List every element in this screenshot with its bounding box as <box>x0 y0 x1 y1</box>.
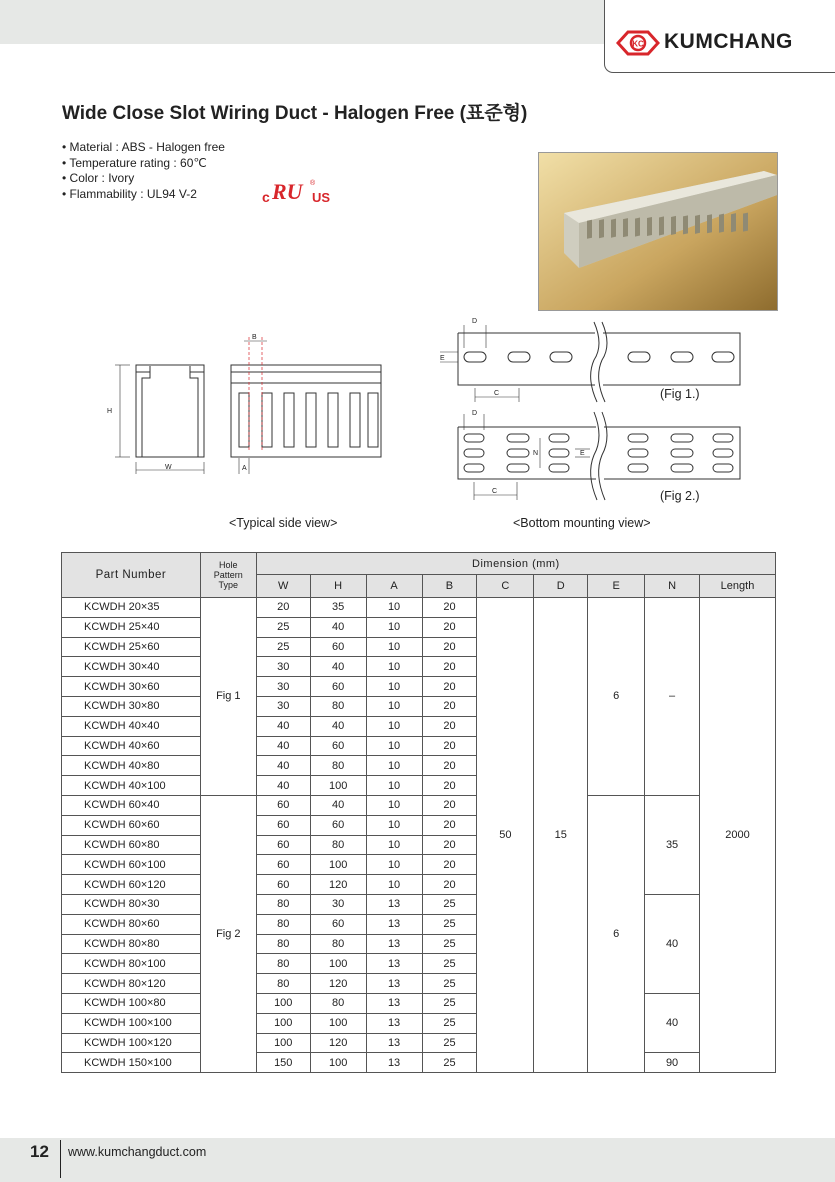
dim-a-cell: 13 <box>366 894 422 914</box>
dim-h-cell: 40 <box>310 795 366 815</box>
spec-table-body <box>62 598 776 1073</box>
dim-a-cell: 10 <box>366 835 422 855</box>
dim-e-value-1: 6 <box>588 598 645 796</box>
dim-label-c1: C <box>494 390 500 397</box>
dim-w-cell: 60 <box>256 875 310 895</box>
dim-a-cell: 10 <box>366 657 422 677</box>
header-c: C <box>477 575 534 598</box>
header-dimension: Dimension (mm) <box>256 553 775 575</box>
dim-b-cell: 25 <box>422 1053 477 1073</box>
part-number-cell: KCWDH 100×80 <box>62 993 201 1013</box>
dim-a-cell: 13 <box>366 974 422 994</box>
part-number-cell: KCWDH 60×100 <box>62 855 201 875</box>
hole-pattern-fig2: Fig 2 <box>200 795 256 1072</box>
header-bar <box>0 0 605 44</box>
part-number-cell: KCWDH 80×120 <box>62 974 201 994</box>
header-w: W <box>256 575 310 598</box>
dim-a-cell: 10 <box>366 696 422 716</box>
dim-n-35: 35 <box>645 795 700 894</box>
dim-w-cell: 100 <box>256 1033 310 1053</box>
dim-h-cell: 30 <box>310 894 366 914</box>
dim-h-cell: 60 <box>310 637 366 657</box>
dim-w-cell: 30 <box>256 677 310 697</box>
dim-b-cell: 20 <box>422 855 477 875</box>
header-h: H <box>310 575 366 598</box>
dim-b-cell: 20 <box>422 736 477 756</box>
dim-b-cell: 25 <box>422 1033 477 1053</box>
dim-a-cell: 10 <box>366 875 422 895</box>
table-row <box>62 795 776 815</box>
dim-length-value: 2000 <box>700 598 776 1073</box>
dim-w-cell: 60 <box>256 835 310 855</box>
dim-h-cell: 100 <box>310 855 366 875</box>
dim-h-cell: 60 <box>310 815 366 835</box>
part-number-cell: KCWDH 100×100 <box>62 1013 201 1033</box>
dim-w-cell: 100 <box>256 993 310 1013</box>
dim-h-cell: 80 <box>310 835 366 855</box>
spec-list <box>62 140 225 202</box>
dim-a-cell: 10 <box>366 736 422 756</box>
dim-w-cell: 30 <box>256 657 310 677</box>
dim-a-cell: 10 <box>366 716 422 736</box>
dim-b-cell: 25 <box>422 974 477 994</box>
dim-label-h: H <box>107 408 113 415</box>
bottom-view-caption: <Bottom mounting view> <box>513 516 651 530</box>
dim-w-cell: 60 <box>256 815 310 835</box>
dim-b-cell: 20 <box>422 657 477 677</box>
dim-h-cell: 60 <box>310 677 366 697</box>
table-row <box>62 993 776 1013</box>
dim-a-cell: 10 <box>366 598 422 618</box>
part-number-cell: KCWDH 40×40 <box>62 716 201 736</box>
dim-h-cell: 40 <box>310 617 366 637</box>
part-number-cell: KCWDH 40×100 <box>62 776 201 796</box>
dim-h-cell: 40 <box>310 716 366 736</box>
dim-a-cell: 10 <box>366 637 422 657</box>
kumchang-logo-icon <box>616 30 660 56</box>
dim-label-c2: C <box>492 488 498 495</box>
fig1-label: (Fig 1.) <box>660 387 700 401</box>
part-number-cell: KCWDH 150×100 <box>62 1053 201 1073</box>
dim-h-cell: 80 <box>310 756 366 776</box>
dim-w-cell: 150 <box>256 1053 310 1073</box>
dim-a-cell: 13 <box>366 1033 422 1053</box>
svg-text:KC: KC <box>632 39 644 49</box>
dim-w-cell: 100 <box>256 1013 310 1033</box>
part-number-cell: KCWDH 60×80 <box>62 835 201 855</box>
dim-a-cell: 13 <box>366 1013 422 1033</box>
dim-a-cell: 10 <box>366 855 422 875</box>
part-number-cell: KCWDH 25×60 <box>62 637 201 657</box>
spec-color: • Color : Ivory <box>62 171 225 187</box>
dim-b-cell: 25 <box>422 934 477 954</box>
dim-h-cell: 120 <box>310 974 366 994</box>
dim-b-cell: 25 <box>422 894 477 914</box>
dim-h-cell: 120 <box>310 1033 366 1053</box>
dim-h-cell: 60 <box>310 914 366 934</box>
dim-a-cell: 13 <box>366 934 422 954</box>
part-number-cell: KCWDH 30×40 <box>62 657 201 677</box>
dim-a-cell: 10 <box>366 677 422 697</box>
dim-h-cell: 100 <box>310 1053 366 1073</box>
part-number-cell: KCWDH 80×100 <box>62 954 201 974</box>
dim-d-value: 15 <box>534 598 588 1073</box>
dim-b-cell: 20 <box>422 696 477 716</box>
dim-a-cell: 13 <box>366 914 422 934</box>
dim-w-cell: 80 <box>256 974 310 994</box>
dim-label-a: A <box>242 465 247 472</box>
website-link[interactable]: www.kumchangduct.com <box>68 1145 207 1159</box>
header-e: E <box>588 575 645 598</box>
dim-w-cell: 80 <box>256 954 310 974</box>
dim-label-w: W <box>165 464 172 471</box>
dim-w-cell: 30 <box>256 696 310 716</box>
dim-c-value: 50 <box>477 598 534 1073</box>
dim-n-40b: 40 <box>645 993 700 1052</box>
part-number-cell: KCWDH 30×80 <box>62 696 201 716</box>
part-number-cell: KCWDH 60×40 <box>62 795 201 815</box>
spec-flammability: • Flammability : UL94 V-2 <box>62 187 225 203</box>
header-length: Length <box>700 575 776 598</box>
fig2-label: (Fig 2.) <box>660 489 700 503</box>
header-b: B <box>422 575 477 598</box>
dim-a-cell: 10 <box>366 617 422 637</box>
dim-a-cell: 10 <box>366 776 422 796</box>
dim-label-d1: D <box>472 318 478 325</box>
table-row <box>62 598 776 618</box>
brand-name: KUMCHANG <box>664 30 793 53</box>
cert-prefix: c <box>262 189 270 205</box>
dim-label-e1: E <box>440 355 445 362</box>
table-row <box>62 1053 776 1073</box>
dim-w-cell: 25 <box>256 617 310 637</box>
footer-divider <box>60 1140 61 1178</box>
dim-a-cell: 10 <box>366 815 422 835</box>
dim-b-cell: 20 <box>422 756 477 776</box>
header-part-number: Part Number <box>62 553 201 598</box>
dim-w-cell: 60 <box>256 855 310 875</box>
dim-a-cell: 10 <box>366 795 422 815</box>
dim-label-d2: D <box>472 410 478 417</box>
part-number-cell: KCWDH 80×60 <box>62 914 201 934</box>
cert-suffix: US <box>312 190 331 205</box>
dim-h-cell: 100 <box>310 954 366 974</box>
page-number: 12 <box>30 1142 49 1161</box>
dim-b-cell: 20 <box>422 835 477 855</box>
dim-w-cell: 40 <box>256 736 310 756</box>
dim-a-cell: 13 <box>366 954 422 974</box>
header-n: N <box>645 575 700 598</box>
hole-pattern-fig1: Fig 1 <box>200 598 256 796</box>
product-photo <box>538 152 778 311</box>
technical-drawings <box>0 310 835 550</box>
dim-h-cell: 40 <box>310 657 366 677</box>
dim-b-cell: 25 <box>422 954 477 974</box>
dim-e-value-2: 6 <box>588 795 645 1072</box>
dim-w-cell: 40 <box>256 756 310 776</box>
dim-n-40a: 40 <box>645 894 700 993</box>
dim-h-cell: 80 <box>310 934 366 954</box>
part-number-cell: KCWDH 25×40 <box>62 617 201 637</box>
dim-w-cell: 80 <box>256 914 310 934</box>
dim-w-cell: 40 <box>256 776 310 796</box>
part-number-cell: KCWDH 60×120 <box>62 875 201 895</box>
table-row <box>62 894 776 914</box>
page-title: Wide Close Slot Wiring Duct - Halogen Free (표준형) <box>62 103 528 124</box>
spec-temperature: • Temperature rating : 60℃ <box>62 156 225 172</box>
dim-w-cell: 80 <box>256 894 310 914</box>
dim-label-b: B <box>252 334 257 341</box>
dim-w-cell: 60 <box>256 795 310 815</box>
dim-b-cell: 25 <box>422 1013 477 1033</box>
header-d: D <box>534 575 588 598</box>
dim-label-e2: E <box>580 450 585 457</box>
dim-b-cell: 25 <box>422 914 477 934</box>
dim-n-90: 90 <box>645 1053 700 1073</box>
dim-b-cell: 20 <box>422 875 477 895</box>
cert-reg: ® <box>310 180 316 187</box>
dim-h-cell: 60 <box>310 736 366 756</box>
dim-w-cell: 20 <box>256 598 310 618</box>
dim-a-cell: 10 <box>366 756 422 776</box>
dim-h-cell: 80 <box>310 993 366 1013</box>
dim-w-cell: 25 <box>256 637 310 657</box>
part-number-cell: KCWDH 20×35 <box>62 598 201 618</box>
part-number-cell: KCWDH 40×60 <box>62 736 201 756</box>
dim-w-cell: 40 <box>256 716 310 736</box>
part-number-cell: KCWDH 80×80 <box>62 934 201 954</box>
dim-h-cell: 120 <box>310 875 366 895</box>
dim-b-cell: 20 <box>422 598 477 618</box>
dim-b-cell: 20 <box>422 677 477 697</box>
dim-h-cell: 35 <box>310 598 366 618</box>
dim-n-dash: – <box>645 598 700 796</box>
dim-label-n: N <box>533 450 539 457</box>
dim-b-cell: 20 <box>422 716 477 736</box>
header-a: A <box>366 575 422 598</box>
dim-b-cell: 25 <box>422 993 477 1013</box>
dim-h-cell: 100 <box>310 776 366 796</box>
dim-b-cell: 20 <box>422 815 477 835</box>
part-number-cell: KCWDH 30×60 <box>62 677 201 697</box>
part-number-cell: KCWDH 100×120 <box>62 1033 201 1053</box>
spec-table <box>61 552 776 1073</box>
dim-a-cell: 13 <box>366 1053 422 1073</box>
dim-h-cell: 100 <box>310 1013 366 1033</box>
ul-certification-mark <box>262 178 342 206</box>
dim-h-cell: 80 <box>310 696 366 716</box>
dim-b-cell: 20 <box>422 617 477 637</box>
cert-main: RU <box>272 179 303 204</box>
dim-w-cell: 80 <box>256 934 310 954</box>
part-number-cell: KCWDH 40×80 <box>62 756 201 776</box>
dim-b-cell: 20 <box>422 795 477 815</box>
spec-material: • Material : ABS - Halogen free <box>62 140 225 156</box>
dim-a-cell: 13 <box>366 993 422 1013</box>
dim-b-cell: 20 <box>422 637 477 657</box>
part-number-cell: KCWDH 80×30 <box>62 894 201 914</box>
part-number-cell: KCWDH 60×60 <box>62 815 201 835</box>
side-view-caption: <Typical side view> <box>229 516 338 530</box>
dim-b-cell: 20 <box>422 776 477 796</box>
header-hole-pattern: Hole Pattern Type <box>200 553 256 598</box>
